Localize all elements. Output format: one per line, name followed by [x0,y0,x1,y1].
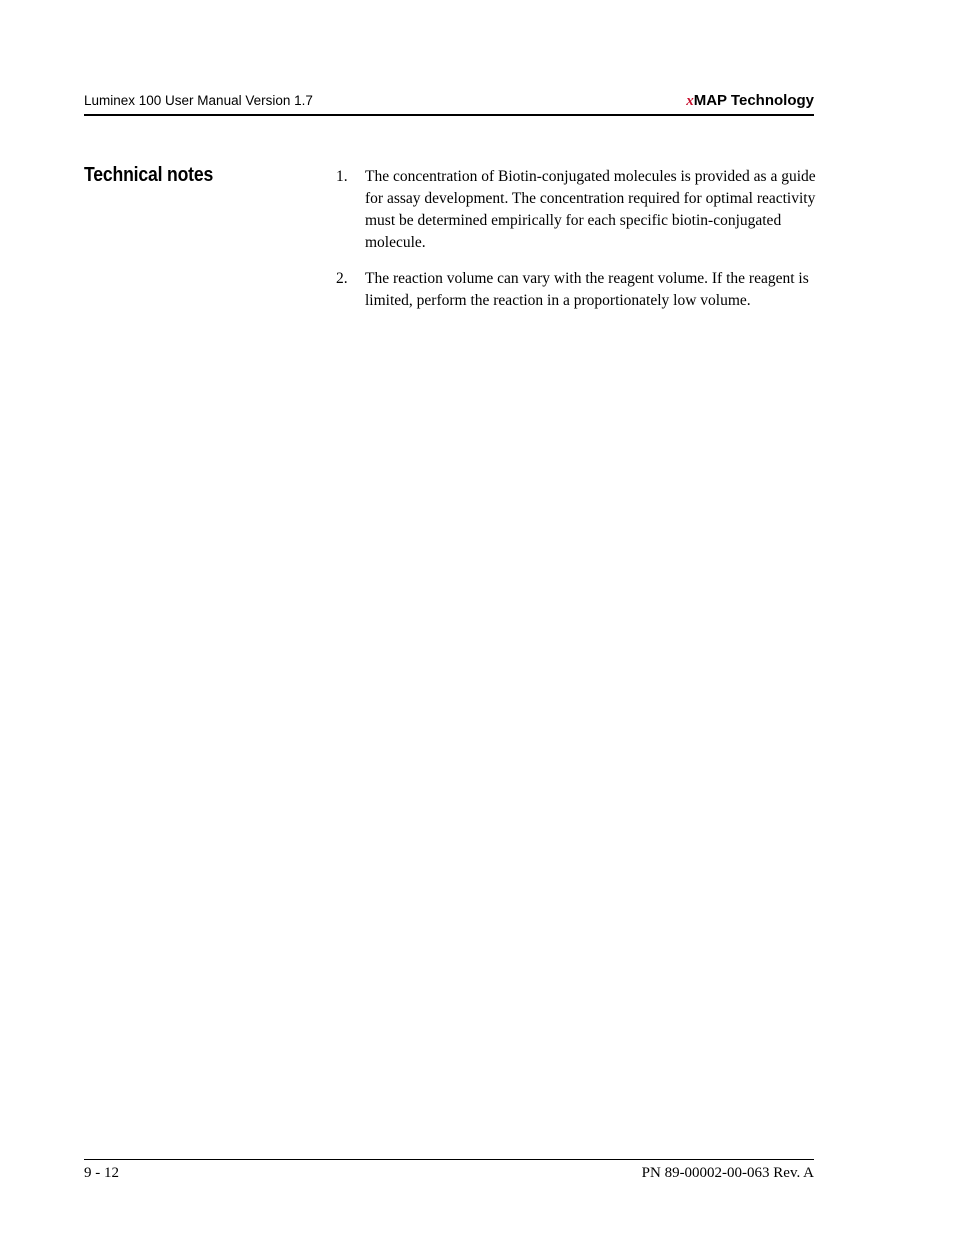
list-item-text: The reaction volume can vary with the reagent volume. If the reagent is limited, perform the reaction in a proportionately low volume. [365,270,809,309]
page-number: 9 - 12 [84,1165,119,1181]
brand-logo-text [686,92,814,110]
list-item [336,268,816,312]
manual-title: Luminex 100 User Manual Version 1.7 [84,93,313,108]
list-item-number: 1. [336,168,348,185]
page-footer [84,1159,814,1184]
brand-x-prefix: x [686,93,694,109]
technical-notes-list [336,166,816,326]
brand-name: MAP Technology [693,92,814,109]
part-number: PN 89-00002-00-063 Rev. A [641,1165,814,1181]
list-item-number: 2. [336,270,348,287]
section-heading: Technical notes [84,164,214,186]
list-item [336,166,816,254]
list-item-text: The concentration of Biotin-conjugated molecules is provided as a guide for assay development. The concentration required for optimal reactivity must be determined empirically for each specific biotin-conjugated molecule. [365,168,816,251]
page-header [84,92,814,116]
